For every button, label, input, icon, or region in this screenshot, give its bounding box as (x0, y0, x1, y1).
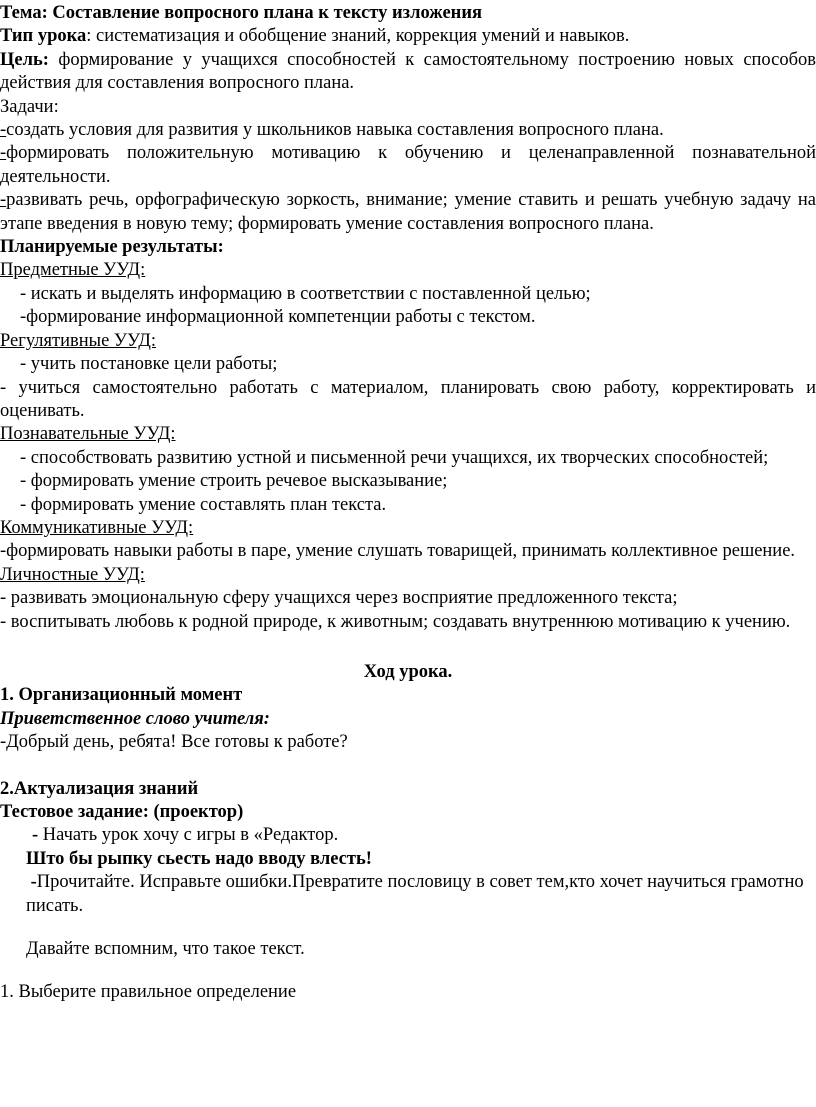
regulatory-uud-heading: Регулятивные УУД: (0, 330, 156, 351)
personal-uud-item: - воспитывать любовь к родной природе, к животным; создавать внутреннюю мотивацию к учению. (0, 611, 791, 632)
task-item (0, 142, 816, 189)
personal-uud-item: - развивать эмоциональную сферу учащихся через восприятие предложенного текста; (0, 588, 678, 609)
cognitive-uud-item: - способствовать развитию устной и письменной речи учащихся, их творческих способностей; (20, 447, 769, 468)
goal-text: формирование у учащихся способностей к самостоятельному построению новых способов действия для составления вопросного плана. (0, 49, 816, 94)
results-title: Планируемые результаты: (0, 237, 224, 258)
subject-uud-item: -формирование информационной компетенции работы с текстом. (20, 307, 536, 328)
stage2-proverb: Што бы рыпку сьесть надо вводу влесть! (26, 848, 372, 869)
spacer (0, 918, 816, 938)
stage2-recall: Давайте вспомним, что такое текст. (26, 939, 305, 960)
topic-label: Тема: Составление вопросного плана к тексту изложения (0, 3, 482, 23)
task-dash: - (0, 190, 7, 211)
cognitive-uud-heading: Познавательные УУД: (0, 424, 176, 445)
question-1: 1. Выберите правильное определение (0, 982, 297, 1003)
stage2-subtitle: Тестовое задание: (проектор) (0, 802, 244, 822)
tasks-label: Задачи: (0, 96, 59, 117)
task-item (0, 119, 816, 142)
personal-uud-heading: Личностные УУД: (0, 564, 145, 585)
regulatory-uud-item: - учить постановке цели работы; (20, 354, 278, 375)
cognitive-uud-item: - формировать умение составлять план текста. (20, 494, 387, 515)
subject-uud-item: - искать и выделять информацию в соответствии с поставленной целью; (20, 283, 591, 304)
subject-uud-heading: Предметные УУД: (0, 260, 146, 281)
lesson-title: Ход урока. (363, 661, 453, 682)
type-line (0, 25, 816, 48)
topic-line (0, 2, 816, 25)
communicative-uud-heading: Коммуникативные УУД: (0, 517, 194, 538)
stage2-instruction: -Прочитайте. Исправьте ошибки.Превратите пословицу в совет тем,кто хочет научиться грамотно писать. (26, 872, 804, 916)
spacer (0, 634, 816, 657)
stage2-title: 2.Актуализация знаний (0, 778, 199, 799)
regulatory-uud-item: - учиться самостоятельно работать с материалом, планировать свою работу, корректировать и оценивать. (0, 377, 816, 421)
task-text: формировать положительную мотивацию к обучению и целенаправленной познавательной деятельности. (0, 143, 816, 187)
stage1-subtitle: Приветственное слово учителя: (0, 708, 270, 729)
type-text: : систематизация и обобщение знаний, коррекция умений и навыков. (86, 26, 630, 47)
task-dash: - (0, 120, 7, 141)
cognitive-uud-item: - формировать умение строить речевое высказывание; (20, 471, 448, 492)
spacer (0, 755, 816, 778)
spacer (0, 961, 816, 981)
stage2-line: - Начать урок хочу с игры в «Редактор. (32, 825, 339, 846)
task-text: развивать речь, орфографическую зоркость, внимание; умение ставить и решать учебную задачу на этапе введения в новую тему; формировать умение составления вопросного плана. (0, 190, 816, 234)
task-dash: - (0, 143, 7, 164)
task-text: создать условия для развития у школьников навыка составления вопросного плана. (6, 120, 664, 141)
communicative-uud-item: -формировать навыки работы в паре, умение слушать товарищей, принимать коллективное решение. (0, 541, 796, 562)
goal-paragraph (0, 49, 816, 96)
type-label: Тип урока (0, 26, 87, 47)
goal-label: Цель: (0, 49, 49, 70)
stage1-text: -Добрый день, ребята! Все готовы к работе? (0, 732, 348, 753)
stage1-title: 1. Организационный момент (0, 685, 243, 706)
task-item (0, 189, 816, 236)
